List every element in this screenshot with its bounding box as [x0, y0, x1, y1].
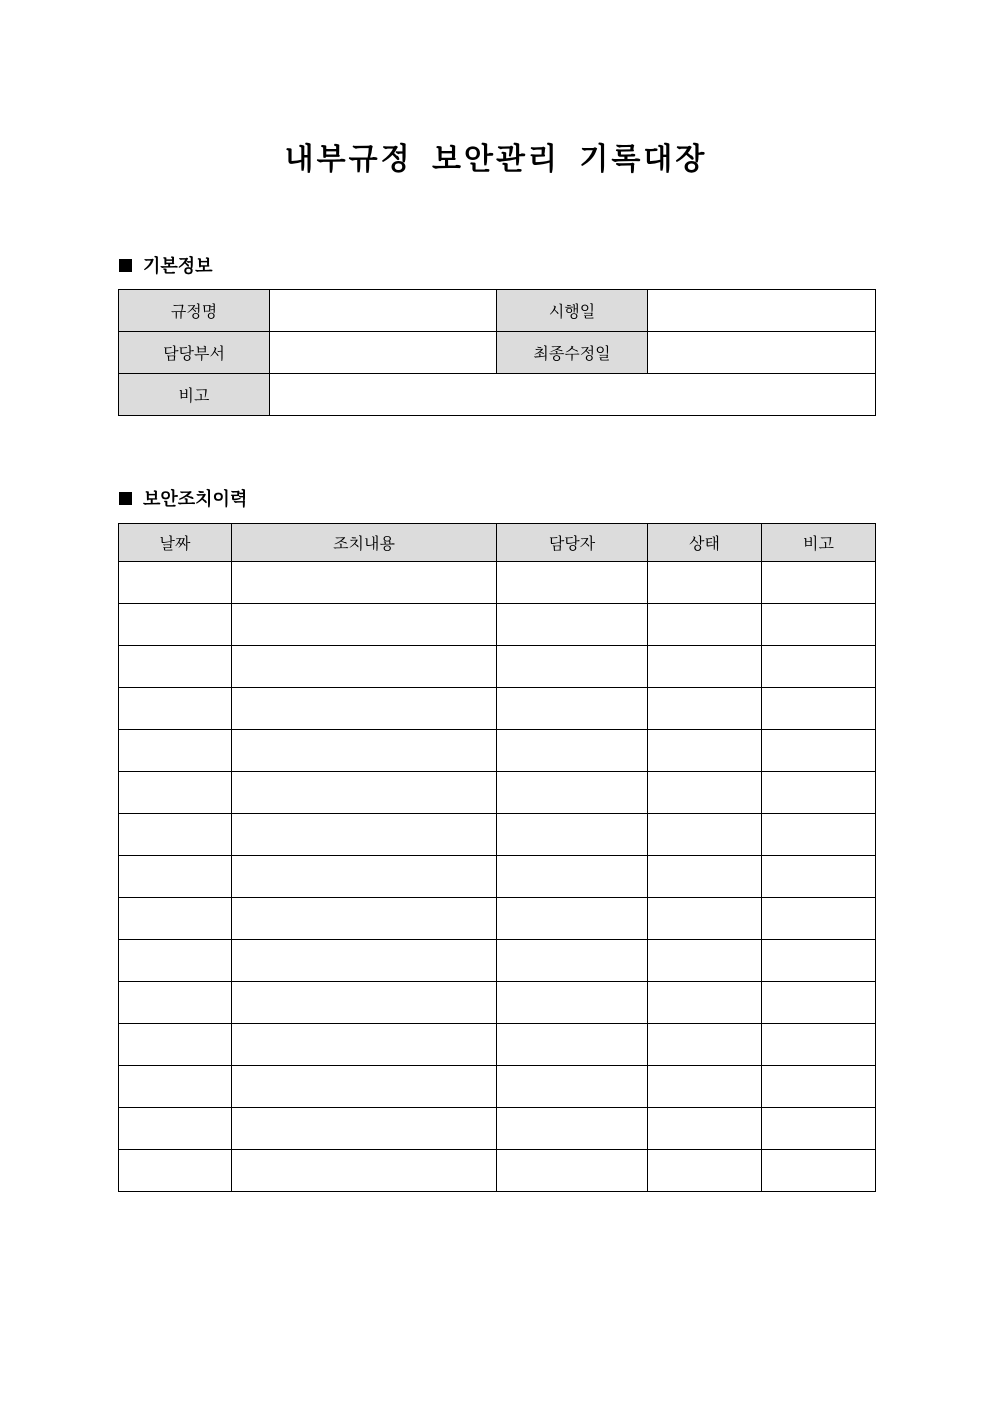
action-cell[interactable] — [232, 772, 497, 814]
date-cell[interactable] — [119, 1108, 232, 1150]
status-cell[interactable] — [648, 814, 762, 856]
last-modified-field[interactable] — [648, 332, 876, 374]
table-row — [119, 730, 876, 772]
date-cell[interactable] — [119, 772, 232, 814]
table-row — [119, 604, 876, 646]
table-row — [119, 982, 876, 1024]
date-cell[interactable] — [119, 688, 232, 730]
action-cell[interactable] — [232, 1108, 497, 1150]
status-cell[interactable] — [648, 856, 762, 898]
person-cell[interactable] — [497, 1108, 648, 1150]
status-cell[interactable] — [648, 1108, 762, 1150]
remarks-cell[interactable] — [762, 856, 876, 898]
action-cell[interactable] — [232, 730, 497, 772]
remarks-cell[interactable] — [762, 898, 876, 940]
remarks-field[interactable] — [270, 374, 876, 416]
status-cell[interactable] — [648, 604, 762, 646]
table-row — [119, 1066, 876, 1108]
person-cell[interactable] — [497, 898, 648, 940]
table-row — [119, 1024, 876, 1066]
square-bullet-icon — [119, 492, 132, 505]
date-cell[interactable] — [119, 1150, 232, 1192]
status-cell[interactable] — [648, 730, 762, 772]
remarks-cell[interactable] — [762, 1150, 876, 1192]
person-cell[interactable] — [497, 1066, 648, 1108]
table-row — [119, 1150, 876, 1192]
person-cell[interactable] — [497, 604, 648, 646]
table-row — [119, 646, 876, 688]
person-cell[interactable] — [497, 814, 648, 856]
person-cell[interactable] — [497, 688, 648, 730]
section-heading-basic-info — [119, 252, 213, 278]
effective-date-label: 시행일 — [497, 290, 648, 332]
status-cell[interactable] — [648, 1066, 762, 1108]
table-row — [119, 374, 876, 416]
person-cell[interactable] — [497, 646, 648, 688]
table-row — [119, 772, 876, 814]
date-cell[interactable] — [119, 940, 232, 982]
remarks-label: 비고 — [119, 374, 270, 416]
section-heading-label: 기본정보 — [143, 256, 213, 277]
remarks-cell[interactable] — [762, 562, 876, 604]
action-cell[interactable] — [232, 1066, 497, 1108]
action-cell[interactable] — [232, 562, 497, 604]
person-cell[interactable] — [497, 1024, 648, 1066]
status-cell[interactable] — [648, 1024, 762, 1066]
status-cell[interactable] — [648, 982, 762, 1024]
column-header-date: 날짜 — [119, 524, 232, 562]
remarks-cell[interactable] — [762, 604, 876, 646]
remarks-cell[interactable] — [762, 1108, 876, 1150]
action-cell[interactable] — [232, 982, 497, 1024]
rule-name-label: 규정명 — [119, 290, 270, 332]
person-cell[interactable] — [497, 982, 648, 1024]
table-row — [119, 290, 876, 332]
table-row — [119, 332, 876, 374]
history-table-body — [119, 562, 876, 1192]
document-title: 내부규정 보안관리 기록대장 — [284, 142, 708, 177]
column-header-action: 조치내용 — [232, 524, 497, 562]
action-cell[interactable] — [232, 646, 497, 688]
remarks-cell[interactable] — [762, 646, 876, 688]
security-history-table — [118, 523, 876, 1192]
date-cell[interactable] — [119, 730, 232, 772]
date-cell[interactable] — [119, 814, 232, 856]
date-cell[interactable] — [119, 1066, 232, 1108]
person-cell[interactable] — [497, 730, 648, 772]
person-cell[interactable] — [497, 856, 648, 898]
department-field[interactable] — [270, 332, 497, 374]
action-cell[interactable] — [232, 688, 497, 730]
section-heading-security-history — [119, 485, 247, 511]
remarks-cell[interactable] — [762, 772, 876, 814]
status-cell[interactable] — [648, 688, 762, 730]
section-heading-label: 보안조치이력 — [143, 489, 248, 510]
date-cell[interactable] — [119, 604, 232, 646]
action-cell[interactable] — [232, 856, 497, 898]
status-cell[interactable] — [648, 772, 762, 814]
status-cell[interactable] — [648, 898, 762, 940]
action-cell[interactable] — [232, 1024, 497, 1066]
department-label: 담당부서 — [119, 332, 270, 374]
remarks-cell[interactable] — [762, 730, 876, 772]
table-row — [119, 856, 876, 898]
remarks-cell[interactable] — [762, 982, 876, 1024]
square-bullet-icon — [119, 259, 132, 272]
effective-date-field[interactable] — [648, 290, 876, 332]
date-cell[interactable] — [119, 1024, 232, 1066]
basic-info-table — [118, 289, 876, 416]
last-modified-label: 최종수정일 — [497, 332, 648, 374]
status-cell[interactable] — [648, 940, 762, 982]
person-cell[interactable] — [497, 1150, 648, 1192]
table-header-row — [119, 524, 876, 562]
date-cell[interactable] — [119, 856, 232, 898]
action-cell[interactable] — [232, 898, 497, 940]
rule-name-field[interactable] — [270, 290, 497, 332]
date-cell[interactable] — [119, 898, 232, 940]
date-cell[interactable] — [119, 982, 232, 1024]
table-row — [119, 898, 876, 940]
column-header-person: 담당자 — [497, 524, 648, 562]
table-row — [119, 814, 876, 856]
status-cell[interactable] — [648, 562, 762, 604]
action-cell[interactable] — [232, 1150, 497, 1192]
remarks-cell[interactable] — [762, 1024, 876, 1066]
action-cell[interactable] — [232, 940, 497, 982]
table-row — [119, 940, 876, 982]
date-cell[interactable] — [119, 562, 232, 604]
remarks-cell[interactable] — [762, 814, 876, 856]
table-row — [119, 562, 876, 604]
column-header-status: 상태 — [648, 524, 762, 562]
table-row — [119, 1108, 876, 1150]
remarks-cell[interactable] — [762, 1066, 876, 1108]
status-cell[interactable] — [648, 1150, 762, 1192]
column-header-remarks: 비고 — [762, 524, 876, 562]
remarks-cell[interactable] — [762, 940, 876, 982]
action-cell[interactable] — [232, 604, 497, 646]
person-cell[interactable] — [497, 562, 648, 604]
person-cell[interactable] — [497, 772, 648, 814]
status-cell[interactable] — [648, 646, 762, 688]
table-row — [119, 688, 876, 730]
action-cell[interactable] — [232, 814, 497, 856]
person-cell[interactable] — [497, 940, 648, 982]
remarks-cell[interactable] — [762, 688, 876, 730]
date-cell[interactable] — [119, 646, 232, 688]
